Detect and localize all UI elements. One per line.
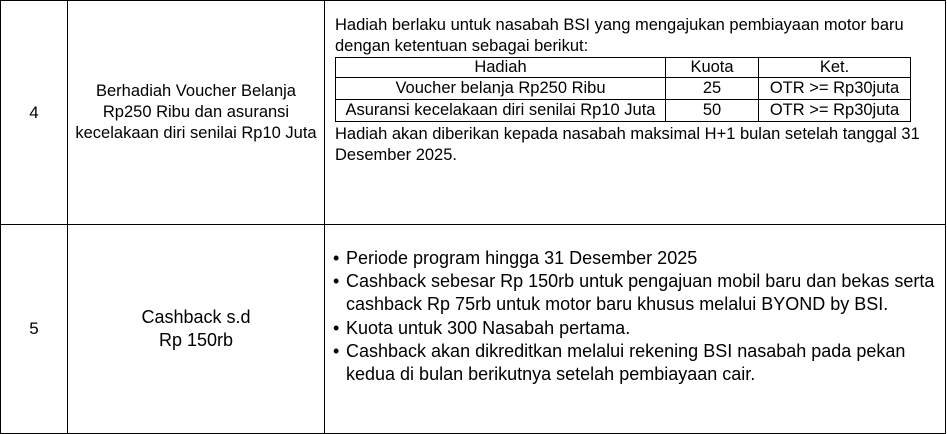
prize-quota: 25: [666, 78, 759, 100]
list-item-text: Cashback akan dikreditkan melalui rekening BSI nasabah pada pekan kedua di bulan berikutnya setelah pembiayaan cair.: [346, 340, 906, 385]
bullet-icon: •: [333, 317, 340, 338]
bullet-icon: •: [333, 248, 340, 268]
list-item-text: Kuota untuk 300 Nasabah pertama.: [346, 317, 631, 338]
bullet-icon: •: [333, 340, 340, 361]
list-item: [333, 247, 937, 270]
prize-note: OTR >= Rp30juta: [759, 78, 911, 100]
table-row: [336, 78, 911, 100]
program-name-line: Rp 150rb: [158, 330, 234, 350]
row-number: 5: [1, 225, 68, 434]
program-name-cell: [68, 1, 325, 225]
list-item-text: Periode program hingga 31 Desember 2025: [346, 248, 698, 268]
prize-name: Asuransi kecelakaan diri senilai Rp10 Juta: [336, 100, 666, 122]
list-item: [333, 270, 937, 316]
table-row: [336, 100, 911, 122]
prize-table-header: [336, 58, 911, 78]
terms-list: [333, 247, 937, 386]
program-detail-cell: [325, 1, 946, 225]
program-detail-cell: [325, 225, 946, 434]
program-name-cell: [68, 225, 325, 434]
program-name-line: Cashback s.d: [141, 307, 251, 327]
program-name: Berhadiah Voucher Belanja Rp250 Ribu dan asuransi kecelakaan diri senilai Rp10 Juta: [75, 82, 317, 142]
row-number: 4: [1, 1, 68, 225]
header-ket: Ket.: [759, 58, 911, 78]
header-hadiah: Hadiah: [336, 58, 666, 78]
table-row: [1, 225, 946, 434]
list-item: [333, 317, 937, 340]
list-item: [333, 340, 937, 386]
program-name: [68, 306, 324, 352]
detail-note: Hadiah akan diberikan kepada nasabah maksimal H+1 bulan setelah tanggal 31 Desember 2025.: [335, 125, 920, 164]
detail-intro: Hadiah berlaku untuk nasabah BSI yang mengajukan pembiayaan motor baru dengan ketentuan sebagai berikut:: [335, 16, 904, 55]
prize-name: Voucher belanja Rp250 Ribu: [336, 78, 666, 100]
prize-table: [335, 57, 911, 122]
table-row: [1, 1, 946, 225]
header-kuota: Kuota: [666, 58, 759, 78]
list-item-text: Cashback sebesar Rp 150rb untuk pengajuan mobil baru dan bekas serta cashback Rp 75rb untuk motor baru khusus melalui BYOND by BSI.: [346, 271, 935, 315]
prize-note: OTR >= Rp30juta: [759, 100, 911, 122]
bullet-icon: •: [333, 271, 340, 292]
prize-quota: 50: [666, 100, 759, 122]
